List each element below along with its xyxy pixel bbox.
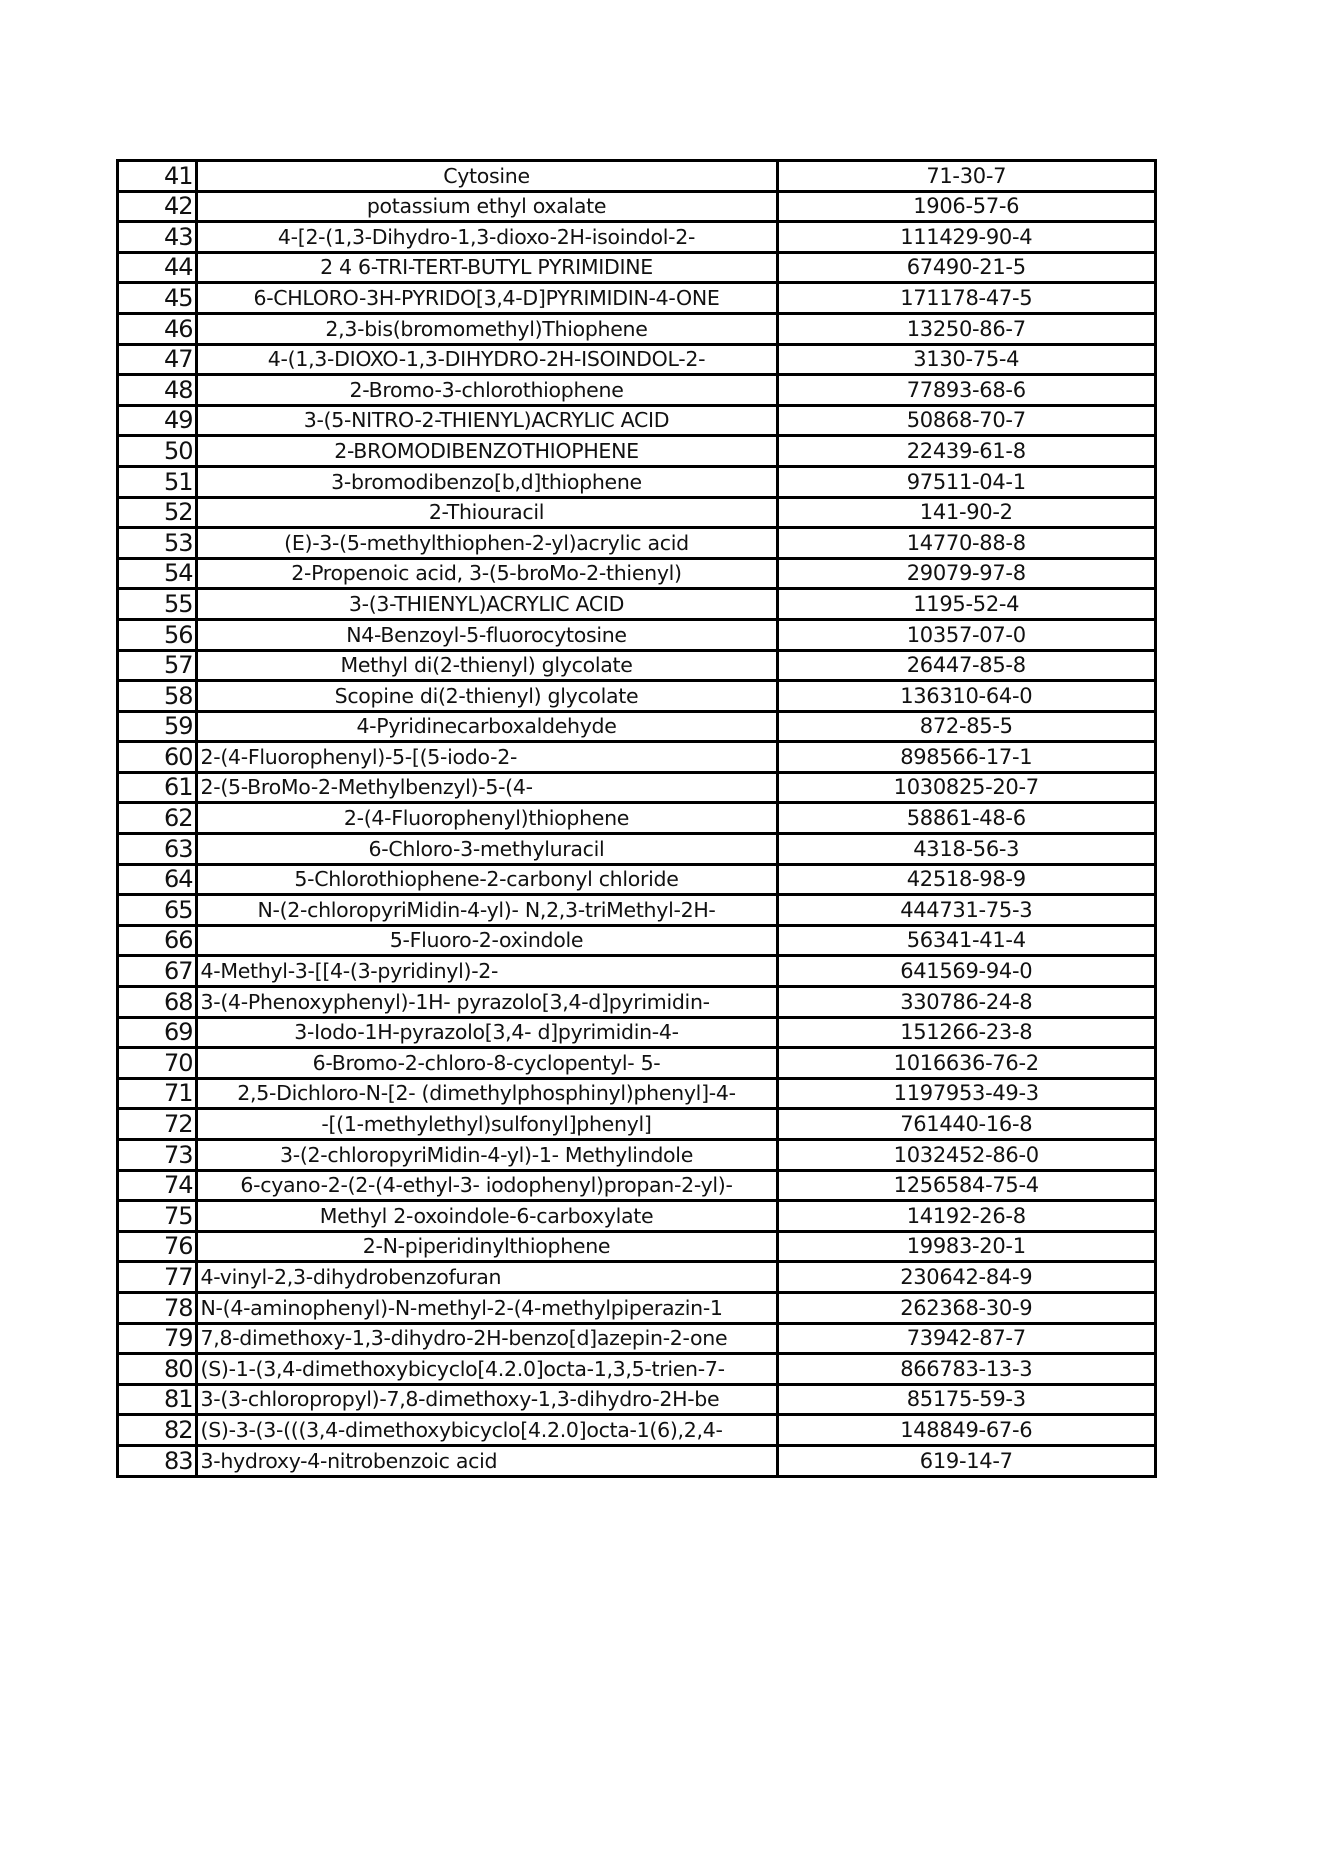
table-row — [119, 589, 1154, 620]
cas-number-cell: 10357-07-0 — [777, 619, 1154, 650]
table-row — [119, 191, 1154, 222]
row-number-cell: 43 — [119, 222, 196, 253]
compound-name-cell: 3-(3-chloropropyl)-7,8-dimethoxy-1,3-dihydro-2H-be — [196, 1384, 777, 1415]
table-row — [119, 466, 1154, 497]
compound-name-cell: 2-(5-BroMo-2-Methylbenzyl)-5-(4- — [196, 772, 777, 803]
cas-number-cell: 619-14-7 — [777, 1445, 1154, 1474]
cas-number-cell: 14770-88-8 — [777, 528, 1154, 559]
compound-name-cell: N4-Benzoyl-5-fluorocytosine — [196, 619, 777, 650]
row-number-cell: 76 — [119, 1231, 196, 1262]
row-number-cell: 42 — [119, 191, 196, 222]
cas-number-cell: 3130-75-4 — [777, 344, 1154, 375]
cas-number-cell: 1195-52-4 — [777, 589, 1154, 620]
table-row — [119, 1354, 1154, 1385]
cas-number-cell: 85175-59-3 — [777, 1384, 1154, 1415]
table-row — [119, 1323, 1154, 1354]
row-number-cell: 66 — [119, 925, 196, 956]
table-row — [119, 558, 1154, 589]
cas-number-cell: 262368-30-9 — [777, 1292, 1154, 1323]
compound-name-cell: 2 4 6-TRI-TERT-BUTYL PYRIMIDINE — [196, 252, 777, 283]
cas-number-cell: 19983-20-1 — [777, 1231, 1154, 1262]
row-number-cell: 57 — [119, 650, 196, 681]
cas-number-cell: 97511-04-1 — [777, 466, 1154, 497]
cas-number-cell: 1032452-86-0 — [777, 1140, 1154, 1171]
row-number-cell: 49 — [119, 405, 196, 436]
compound-name-cell: 5-Fluoro-2-oxindole — [196, 925, 777, 956]
cas-number-cell: 73942-87-7 — [777, 1323, 1154, 1354]
row-number-cell: 80 — [119, 1354, 196, 1385]
table-row — [119, 711, 1154, 742]
cas-number-cell: 171178-47-5 — [777, 283, 1154, 314]
cas-number-cell: 151266-23-8 — [777, 1017, 1154, 1048]
compound-name-cell: 2-(4-Fluorophenyl)thiophene — [196, 803, 777, 834]
cas-number-cell: 641569-94-0 — [777, 956, 1154, 987]
table-row — [119, 1048, 1154, 1079]
cas-number-cell: 111429-90-4 — [777, 222, 1154, 253]
table-row — [119, 497, 1154, 528]
cas-number-cell: 898566-17-1 — [777, 742, 1154, 773]
row-number-cell: 63 — [119, 834, 196, 865]
cas-number-cell: 1256584-75-4 — [777, 1170, 1154, 1201]
table-row — [119, 1078, 1154, 1109]
table-row — [119, 1140, 1154, 1171]
row-number-cell: 78 — [119, 1292, 196, 1323]
cas-number-cell: 1197953-49-3 — [777, 1078, 1154, 1109]
cas-number-cell: 141-90-2 — [777, 497, 1154, 528]
compound-name-cell: 3-(3-THIENYL)ACRYLIC ACID — [196, 589, 777, 620]
compound-table-sheet — [116, 159, 1157, 1478]
table-row — [119, 1292, 1154, 1323]
table-row — [119, 650, 1154, 681]
table-row — [119, 772, 1154, 803]
cas-number-cell: 1016636-76-2 — [777, 1048, 1154, 1079]
compound-name-cell: Cytosine — [196, 162, 777, 191]
table-row — [119, 1384, 1154, 1415]
cas-number-cell: 58861-48-6 — [777, 803, 1154, 834]
table-row — [119, 681, 1154, 712]
compound-name-cell: 3-(5-NITRO-2-THIENYL)ACRYLIC ACID — [196, 405, 777, 436]
row-number-cell: 51 — [119, 466, 196, 497]
compound-name-cell: 2-Propenoic acid, 3-(5-broMo-2-thienyl) — [196, 558, 777, 589]
compound-name-cell: 3-hydroxy-4-nitrobenzoic acid — [196, 1445, 777, 1474]
cas-number-cell: 866783-13-3 — [777, 1354, 1154, 1385]
table-row — [119, 1170, 1154, 1201]
row-number-cell: 83 — [119, 1445, 196, 1474]
table-row — [119, 864, 1154, 895]
compound-name-cell: potassium ethyl oxalate — [196, 191, 777, 222]
row-number-cell: 59 — [119, 711, 196, 742]
table-row — [119, 925, 1154, 956]
compound-name-cell: (S)-1-(3,4-dimethoxybicyclo[4.2.0]octa-1,3,5-trien-7- — [196, 1354, 777, 1385]
compound-name-cell: 4-vinyl-2,3-dihydrobenzofuran — [196, 1262, 777, 1293]
row-number-cell: 81 — [119, 1384, 196, 1415]
compound-name-cell: 6-Bromo-2-chloro-8-cyclopentyl- 5- — [196, 1048, 777, 1079]
compound-name-cell: 4-Methyl-3-[[4-(3-pyridinyl)-2- — [196, 956, 777, 987]
row-number-cell: 64 — [119, 864, 196, 895]
cas-number-cell: 42518-98-9 — [777, 864, 1154, 895]
compound-name-cell: 3-bromodibenzo[b,d]thiophene — [196, 466, 777, 497]
table-row — [119, 619, 1154, 650]
table-row — [119, 1445, 1154, 1474]
compound-name-cell: -[(1-methylethyl)sulfonyl]phenyl] — [196, 1109, 777, 1140]
row-number-cell: 41 — [119, 162, 196, 191]
table-row — [119, 436, 1154, 467]
compound-name-cell: Methyl 2-oxoindole-6-carboxylate — [196, 1201, 777, 1232]
row-number-cell: 69 — [119, 1017, 196, 1048]
compound-table — [119, 162, 1154, 1475]
cas-number-cell: 13250-86-7 — [777, 313, 1154, 344]
row-number-cell: 61 — [119, 772, 196, 803]
compound-name-cell: N-(4-aminophenyl)-N-methyl-2-(4-methylpiperazin-1 — [196, 1292, 777, 1323]
row-number-cell: 82 — [119, 1415, 196, 1446]
table-body — [119, 162, 1154, 1475]
table-row — [119, 1109, 1154, 1140]
row-number-cell: 67 — [119, 956, 196, 987]
cas-number-cell: 330786-24-8 — [777, 987, 1154, 1018]
compound-name-cell: 3-(2-chloropyriMidin-4-yl)-1- Methylindole — [196, 1140, 777, 1171]
compound-name-cell: 2-BROMODIBENZOTHIOPHENE — [196, 436, 777, 467]
compound-name-cell: 6-CHLORO-3H-PYRIDO[3,4-D]PYRIMIDIN-4-ONE — [196, 283, 777, 314]
table-row — [119, 987, 1154, 1018]
compound-name-cell: 2-Bromo-3-chlorothiophene — [196, 375, 777, 406]
compound-name-cell: (E)-3-(5-methylthiophen-2-yl)acrylic acid — [196, 528, 777, 559]
cas-number-cell: 444731-75-3 — [777, 895, 1154, 926]
cas-number-cell: 71-30-7 — [777, 162, 1154, 191]
row-number-cell: 71 — [119, 1078, 196, 1109]
row-number-cell: 60 — [119, 742, 196, 773]
compound-name-cell: 4-Pyridinecarboxaldehyde — [196, 711, 777, 742]
compound-name-cell: N-(2-chloropyriMidin-4-yl)- N,2,3-triMethyl-2H- — [196, 895, 777, 926]
cas-number-cell: 50868-70-7 — [777, 405, 1154, 436]
cas-number-cell: 14192-26-8 — [777, 1201, 1154, 1232]
table-row — [119, 1231, 1154, 1262]
row-number-cell: 77 — [119, 1262, 196, 1293]
row-number-cell: 56 — [119, 619, 196, 650]
row-number-cell: 55 — [119, 589, 196, 620]
row-number-cell: 52 — [119, 497, 196, 528]
row-number-cell: 54 — [119, 558, 196, 589]
compound-name-cell: 7,8-dimethoxy-1,3-dihydro-2H-benzo[d]azepin-2-one — [196, 1323, 777, 1354]
row-number-cell: 73 — [119, 1140, 196, 1171]
table-row — [119, 956, 1154, 987]
compound-name-cell: 2-N-piperidinylthiophene — [196, 1231, 777, 1262]
compound-name-cell: Methyl di(2-thienyl) glycolate — [196, 650, 777, 681]
row-number-cell: 74 — [119, 1170, 196, 1201]
table-row — [119, 895, 1154, 926]
table-row — [119, 803, 1154, 834]
compound-name-cell: 2-(4-Fluorophenyl)-5-[(5-iodo-2- — [196, 742, 777, 773]
cas-number-cell: 56341-41-4 — [777, 925, 1154, 956]
compound-name-cell: 5-Chlorothiophene-2-carbonyl chloride — [196, 864, 777, 895]
cas-number-cell: 136310-64-0 — [777, 681, 1154, 712]
row-number-cell: 62 — [119, 803, 196, 834]
compound-name-cell: 6-cyano-2-(2-(4-ethyl-3- iodophenyl)propan-2-yl)- — [196, 1170, 777, 1201]
cas-number-cell: 761440-16-8 — [777, 1109, 1154, 1140]
row-number-cell: 50 — [119, 436, 196, 467]
compound-name-cell: 4-[2-(1,3-Dihydro-1,3-dioxo-2H-isoindol-2- — [196, 222, 777, 253]
cas-number-cell: 67490-21-5 — [777, 252, 1154, 283]
row-number-cell: 72 — [119, 1109, 196, 1140]
row-number-cell: 75 — [119, 1201, 196, 1232]
compound-name-cell: 4-(1,3-DIOXO-1,3-DIHYDRO-2H-ISOINDOL-2- — [196, 344, 777, 375]
compound-name-cell: 2-Thiouracil — [196, 497, 777, 528]
row-number-cell: 68 — [119, 987, 196, 1018]
row-number-cell: 45 — [119, 283, 196, 314]
table-row — [119, 1262, 1154, 1293]
row-number-cell: 46 — [119, 313, 196, 344]
row-number-cell: 70 — [119, 1048, 196, 1079]
cas-number-cell: 1030825-20-7 — [777, 772, 1154, 803]
table-row — [119, 528, 1154, 559]
table-row — [119, 283, 1154, 314]
cas-number-cell: 22439-61-8 — [777, 436, 1154, 467]
table-row — [119, 1415, 1154, 1446]
cas-number-cell: 26447-85-8 — [777, 650, 1154, 681]
cas-number-cell: 230642-84-9 — [777, 1262, 1154, 1293]
compound-name-cell: 3-(4-Phenoxyphenyl)-1H- pyrazolo[3,4-d]pyrimidin- — [196, 987, 777, 1018]
cas-number-cell: 29079-97-8 — [777, 558, 1154, 589]
table-row — [119, 252, 1154, 283]
compound-name-cell: (S)-3-(3-(((3,4-dimethoxybicyclo[4.2.0]octa-1(6),2,4- — [196, 1415, 777, 1446]
compound-name-cell: 6-Chloro-3-methyluracil — [196, 834, 777, 865]
table-row — [119, 405, 1154, 436]
table-row — [119, 344, 1154, 375]
compound-name-cell: Scopine di(2-thienyl) glycolate — [196, 681, 777, 712]
cas-number-cell: 4318-56-3 — [777, 834, 1154, 865]
cas-number-cell: 1906-57-6 — [777, 191, 1154, 222]
row-number-cell: 53 — [119, 528, 196, 559]
cas-number-cell: 872-85-5 — [777, 711, 1154, 742]
compound-name-cell: 3-Iodo-1H-pyrazolo[3,4- d]pyrimidin-4- — [196, 1017, 777, 1048]
table-row — [119, 1201, 1154, 1232]
compound-name-cell: 2,5-Dichloro-N-[2- (dimethylphosphinyl)phenyl]-4- — [196, 1078, 777, 1109]
row-number-cell: 65 — [119, 895, 196, 926]
row-number-cell: 58 — [119, 681, 196, 712]
compound-name-cell: 2,3-bis(bromomethyl)Thiophene — [196, 313, 777, 344]
table-row — [119, 222, 1154, 253]
row-number-cell: 47 — [119, 344, 196, 375]
row-number-cell: 44 — [119, 252, 196, 283]
row-number-cell: 48 — [119, 375, 196, 406]
table-row — [119, 1017, 1154, 1048]
table-row — [119, 375, 1154, 406]
table-row — [119, 834, 1154, 865]
row-number-cell: 79 — [119, 1323, 196, 1354]
table-row — [119, 313, 1154, 344]
table-row — [119, 162, 1154, 191]
cas-number-cell: 148849-67-6 — [777, 1415, 1154, 1446]
table-row — [119, 742, 1154, 773]
cas-number-cell: 77893-68-6 — [777, 375, 1154, 406]
